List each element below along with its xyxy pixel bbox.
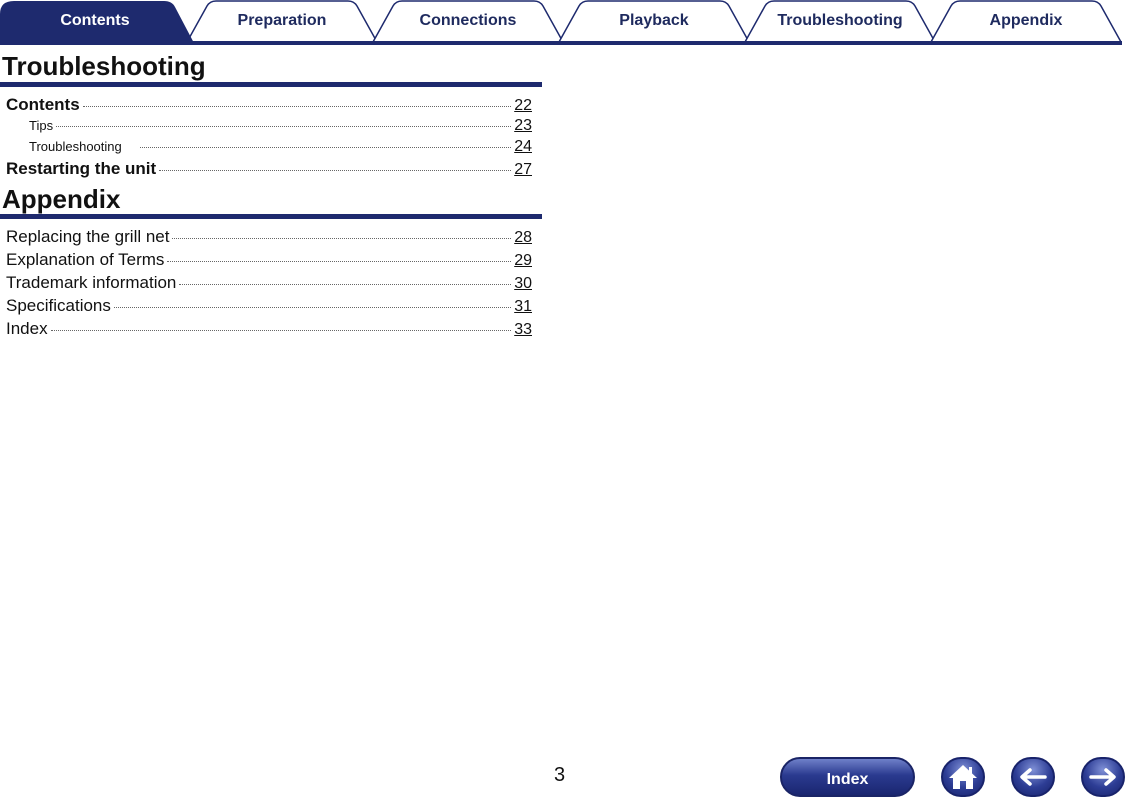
toc-page-link[interactable]: 31 bbox=[514, 298, 532, 315]
toc-entry[interactable] bbox=[6, 250, 532, 270]
index-button[interactable] bbox=[780, 757, 915, 797]
section-heading-appendix: Appendix bbox=[2, 184, 121, 214]
home-button[interactable] bbox=[941, 757, 985, 797]
dot-leader bbox=[167, 261, 511, 262]
arrow-left-icon bbox=[1015, 761, 1051, 793]
toc-page-link[interactable]: 27 bbox=[514, 161, 532, 178]
toc-page-link[interactable]: 30 bbox=[514, 275, 532, 292]
toc-entry-label: Restarting the unit bbox=[6, 159, 157, 178]
toc-entry-label: Troubleshooting bbox=[29, 139, 122, 154]
toc-entry-label: Trademark information bbox=[6, 273, 177, 292]
toc-page-link[interactable]: 29 bbox=[514, 252, 532, 269]
back-button[interactable] bbox=[1011, 757, 1055, 797]
page-number: 3 bbox=[554, 764, 566, 786]
toc-entry[interactable] bbox=[6, 296, 532, 316]
dot-leader bbox=[114, 307, 511, 308]
section-divider bbox=[0, 214, 542, 219]
toc-entry-label: Explanation of Terms bbox=[6, 250, 165, 269]
toc-entry[interactable] bbox=[29, 117, 532, 135]
dot-leader bbox=[51, 330, 512, 331]
dot-leader bbox=[56, 126, 511, 127]
tab-playback[interactable]: Playback bbox=[619, 12, 689, 29]
toc-entry-label: Specifications bbox=[6, 296, 111, 315]
tab-contents[interactable]: Contents bbox=[60, 12, 130, 29]
section-heading-troubleshooting: Troubleshooting bbox=[2, 51, 206, 81]
tab-appendix[interactable]: Appendix bbox=[989, 12, 1063, 29]
toc-entry-label: Contents bbox=[6, 95, 80, 114]
tab-bar bbox=[0, 0, 1128, 46]
dot-leader bbox=[83, 106, 512, 107]
toc-entry[interactable] bbox=[6, 273, 532, 293]
toc-page-link[interactable]: 22 bbox=[514, 97, 532, 114]
toc-entry[interactable] bbox=[29, 138, 532, 156]
dot-leader bbox=[172, 238, 511, 239]
toc-entry-label: Index bbox=[6, 319, 48, 338]
tab-preparation[interactable]: Preparation bbox=[237, 12, 327, 29]
toc-entry-label: Tips bbox=[29, 118, 54, 133]
toc-page-link[interactable]: 24 bbox=[514, 138, 532, 155]
toc-entry-label: Replacing the grill net bbox=[6, 227, 170, 246]
toc-entry[interactable] bbox=[6, 227, 532, 247]
home-icon bbox=[945, 761, 981, 793]
index-button-label: Index bbox=[826, 771, 869, 788]
tab-troubleshooting[interactable]: Troubleshooting bbox=[777, 12, 903, 29]
tab-connections[interactable]: Connections bbox=[419, 12, 517, 29]
toc-page-link[interactable]: 28 bbox=[514, 229, 532, 246]
toc-entry[interactable] bbox=[6, 95, 532, 115]
dot-leader bbox=[140, 147, 511, 148]
arrow-right-icon bbox=[1085, 761, 1121, 793]
toc-page-link[interactable]: 33 bbox=[514, 321, 532, 338]
toc-page-link[interactable]: 23 bbox=[514, 117, 532, 134]
section-divider bbox=[0, 82, 542, 87]
dot-leader bbox=[159, 170, 511, 171]
toc-entry[interactable] bbox=[6, 319, 532, 339]
forward-button[interactable] bbox=[1081, 757, 1125, 797]
toc-entry[interactable] bbox=[6, 159, 532, 179]
dot-leader bbox=[179, 284, 511, 285]
